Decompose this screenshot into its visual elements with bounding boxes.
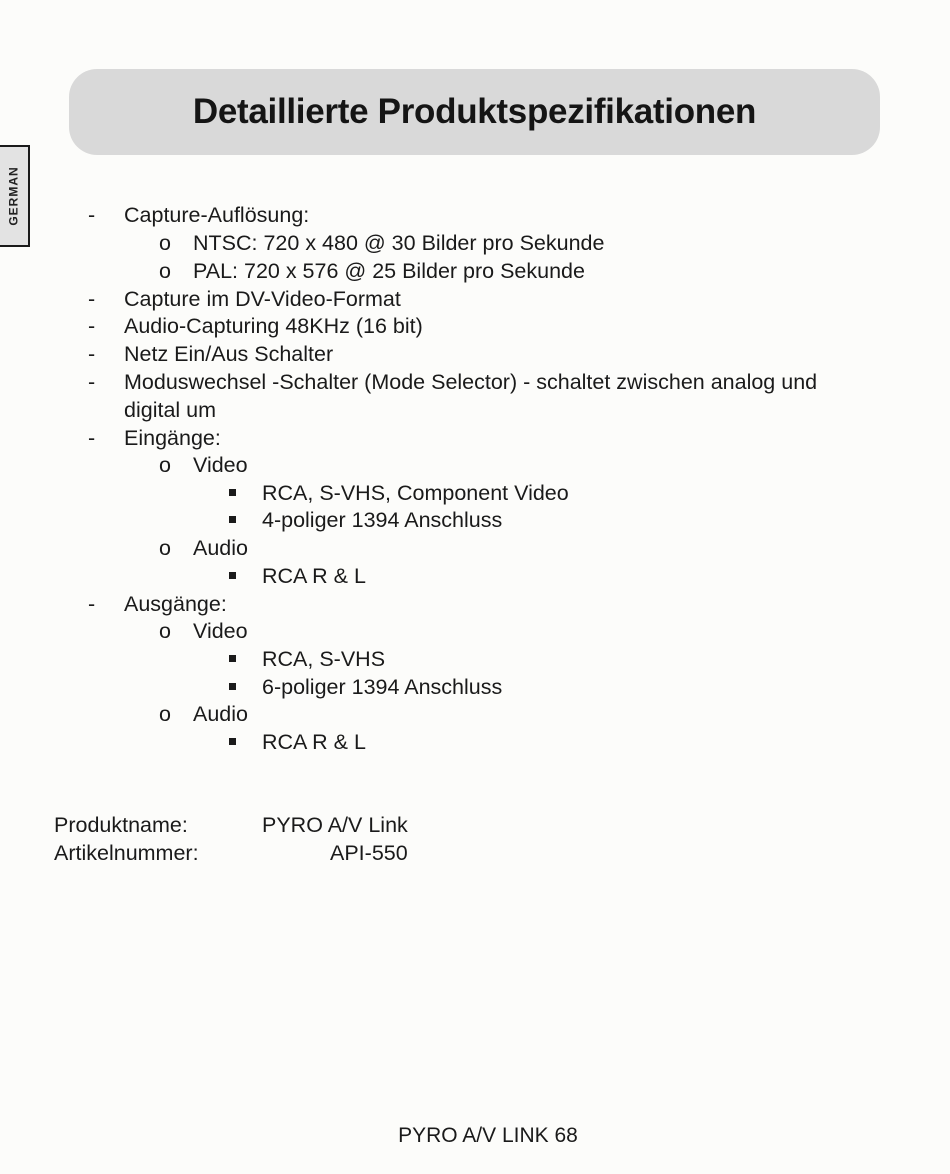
dash-marker: - (88, 314, 96, 338)
spec-subsubitem: 4-poliger 1394 Anschluss (262, 508, 503, 532)
article-number-label: Artikelnummer: (54, 841, 199, 865)
spec-item: Moduswechsel -Schalter (Mode Selector) - schaltet zwischen analog und (124, 370, 818, 394)
spec-subitem: PAL: 720 x 576 @ 25 Bilder pro Sekunde (193, 259, 585, 283)
page-title: Detaillierte Produktspezifikationen (192, 92, 757, 131)
spec-item-continuation: digital um (124, 398, 217, 422)
language-tab (0, 145, 30, 247)
page-footer: PYRO A/V LINK 68 (398, 1124, 578, 1147)
spec-subsubitem: 6-poliger 1394 Anschluss (262, 675, 503, 699)
square-bullet (229, 738, 236, 745)
spec-item: Capture-Auflösung: (124, 203, 310, 227)
spec-subitem: Audio (193, 536, 248, 560)
spec-item: Capture im DV-Video-Format (124, 287, 401, 311)
circle-marker: o (159, 259, 171, 283)
dash-marker: - (88, 287, 96, 311)
product-name-value: PYRO A/V Link (262, 813, 408, 837)
dash-marker: - (88, 203, 96, 227)
spec-subsubitem: RCA, S-VHS (262, 647, 386, 671)
spec-subsubitem: RCA, S-VHS, Component Video (262, 481, 569, 505)
circle-marker: o (159, 453, 171, 477)
square-bullet (229, 489, 236, 496)
spec-subsubitem: RCA R & L (262, 730, 366, 754)
dash-marker: - (88, 370, 96, 394)
spec-item: Audio-Capturing 48KHz (16 bit) (124, 314, 423, 338)
spec-subsubitem: RCA R & L (262, 564, 366, 588)
title-banner (69, 69, 880, 155)
spec-subitem: Audio (193, 702, 248, 726)
spec-item: Eingänge: (124, 426, 221, 450)
circle-marker: o (159, 536, 171, 560)
circle-marker: o (159, 619, 171, 643)
square-bullet (229, 516, 236, 523)
product-name-label: Produktname: (54, 813, 188, 837)
square-bullet (229, 683, 236, 690)
spec-subitem: Video (193, 453, 248, 477)
spec-item: Netz Ein/Aus Schalter (124, 342, 334, 366)
article-number-value: API-550 (330, 841, 408, 865)
language-tab-label: GERMAN (7, 166, 21, 226)
dash-marker: - (88, 342, 96, 366)
square-bullet (229, 572, 236, 579)
circle-marker: o (159, 231, 171, 255)
dash-marker: - (88, 592, 96, 616)
spec-subitem: NTSC: 720 x 480 @ 30 Bilder pro Sekunde (193, 231, 605, 255)
circle-marker: o (159, 702, 171, 726)
spec-subitem: Video (193, 619, 248, 643)
dash-marker: - (88, 426, 96, 450)
square-bullet (229, 655, 236, 662)
spec-item: Ausgänge: (124, 592, 227, 616)
